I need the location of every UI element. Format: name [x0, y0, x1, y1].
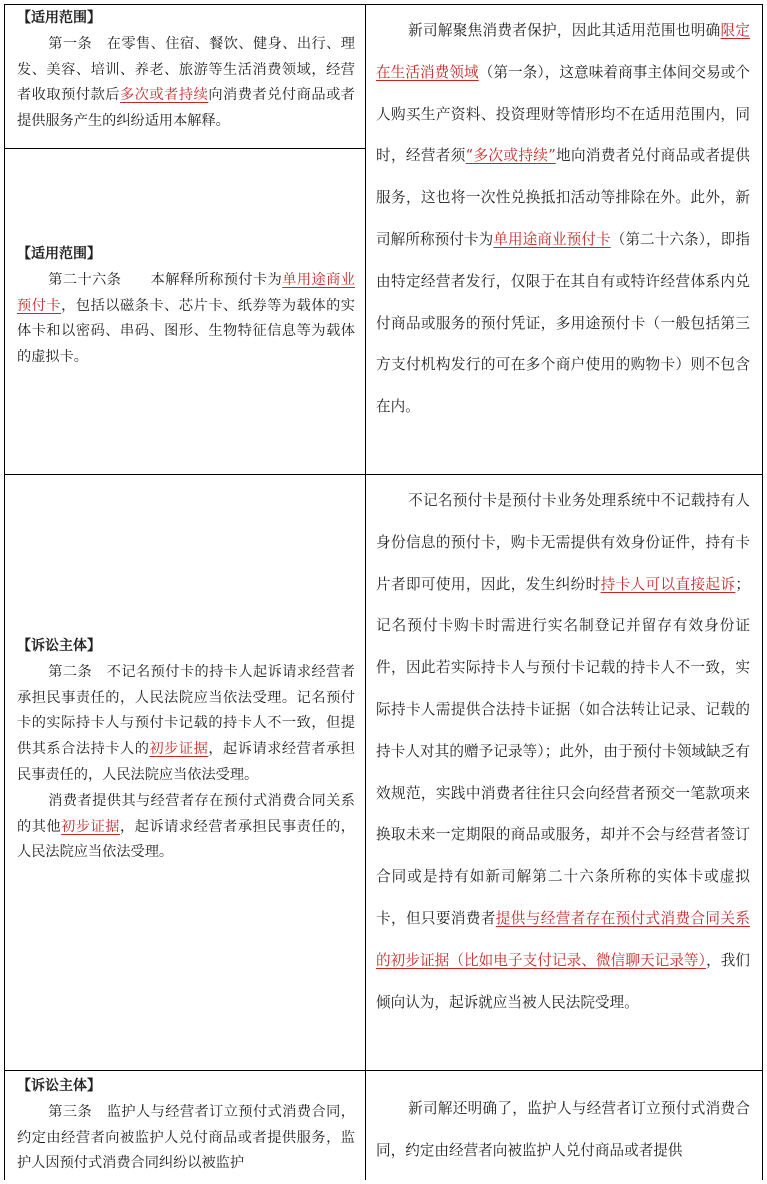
highlighted-phrase: 持卡人可以直接起诉 [600, 575, 736, 593]
article-paragraph [17, 789, 355, 866]
section-heading: 【适用范围】 [17, 246, 101, 262]
text-run: ，我们倾向认为，起诉就应当被人民法院受理。 [376, 951, 750, 1011]
section-heading: 【诉讼主体】 [17, 638, 101, 654]
text-run: ；记名预付卡购卡时需进行实名制登记并留存有效身份证件，因此若实际持卡人与预付卡记载的持卡人不一致，实际持卡人需提供合法持卡证据（如合法转让记录、记载的持卡人对其的赠予记录等）；此外，由于预付卡领域缺乏有效规范，实践中消费者往往只会向经营者预交一笔款项来换取未来一定期限的商品或服务，却并不会与经营者签订合同或是持有如新司解第二十六条所称的实体卡或虚拟卡，但只要消费者 [376, 575, 750, 927]
highlighted-phrase: 单用途商业预付卡 [17, 271, 355, 314]
row1-right-cell [366, 10, 762, 474]
text-run: 新司解聚焦消费者保护，因此其适用范围也明确 [408, 22, 721, 39]
table-border-right [762, 4, 763, 1180]
text-run: 第二条 不记名预付卡的持卡人起诉请求经营者承担民事责任的，人民法院应当依法受理。记名预付卡的实际持卡人与预付卡记载的持卡人不一致，但提供其系合法持卡人的 [17, 663, 355, 758]
row1-left-cell-a [5, 6, 365, 148]
text-run: 新司解还明确了，监护人与经营者订立预付式消费合同，约定由经营者向被监护人兑付商品或者提供 [376, 1100, 750, 1159]
text-run: ，包括以磁条卡、芯片卡、纸券等为载体的实体卡和以密码、串码、图形、生物特征信息等为载体的虚拟卡。 [17, 297, 355, 366]
article-paragraph [17, 32, 355, 135]
section-heading: 【适用范围】 [17, 10, 101, 26]
section-heading: 【诉讼主体】 [17, 1078, 101, 1094]
commentary-paragraph [376, 480, 750, 1023]
row2-left-cell [5, 634, 365, 1070]
highlighted-phrase: 初步证据 [61, 818, 121, 835]
row-divider-1 [4, 474, 763, 475]
article-paragraph [17, 1100, 355, 1177]
commentary-paragraph [376, 10, 750, 428]
document-page [4, 4, 763, 1184]
commentary-paragraph [376, 1088, 750, 1172]
row3-left-cell [5, 1074, 365, 1184]
table-border-top [4, 4, 763, 5]
highlighted-phrase: 多次或者持续 [120, 87, 209, 104]
left-cell-divider [4, 148, 365, 149]
row1-left-cell-b [5, 242, 365, 474]
highlighted-phrase: “多次或持续” [465, 147, 556, 165]
highlighted-phrase: 单用途商业预付卡 [493, 230, 611, 248]
text-run: 不记名预付卡是预付卡业务处理系统中不记载持有人身份信息的预付卡，购卡无需提供有效身份证件，持有卡片者即可使用，因此，发生纠纷时 [376, 492, 750, 593]
highlighted-phrase: 初步证据 [149, 741, 209, 758]
row2-right-cell [366, 480, 762, 1070]
highlighted-phrase: 限定在生活消费领域 [376, 22, 750, 81]
row3-right-cell [366, 1088, 762, 1184]
article-paragraph [17, 660, 355, 789]
text-run: 第一条 在零售、住宿、餐饮、健身、出行、理发、美容、培训、养老、旅游等生活消费领域，经营者收取预付款后 [17, 35, 355, 104]
text-run: 地向消费者兑付商品或者提供服务，这也将一次性兑换抵扣活动等排除在外。此外，新司解所称预付卡为 [376, 147, 750, 248]
highlighted-phrase: 提供与经营者存在预付式消费合同关系的初步证据（比如电子支付记录、微信聊天记录等） [376, 909, 750, 969]
text-run: ，起诉请求经营者承担民事责任的，人民法院应当依法受理。 [17, 741, 355, 783]
text-run: （第一条），这意味着商事主体间交易或个人购买生产资料、投资理财等情形均不在适用范围内，同时，经营者须 [376, 63, 750, 165]
text-run: 第二十六条 本解释所称预付卡为 [48, 271, 283, 288]
text-run: 向消费者兑付商品或者提供服务产生的纠纷适用本解释。 [17, 87, 355, 130]
text-run: 消费者提供其与经营者存在预付式消费合同关系的其他 [17, 792, 355, 835]
text-run: ，起诉请求经营者承担民事责任的，人民法院应当依法受理。 [17, 818, 355, 861]
article-paragraph [17, 268, 355, 371]
text-run: （第二十六条），即指由特定经营者发行，仅限于在其自有或特许经营体系内兑付商品或服务的预付凭证，多用途预付卡（一般包括第三方支付机构发行的可在多个商户使用的购物卡）则不包含在内。 [376, 230, 750, 416]
row-divider-2 [4, 1070, 763, 1071]
text-run: 第三条 监护人与经营者订立预付式消费合同，约定由经营者向被监护人兑付商品或者提供服务，监护人因预付式消费合同纠纷以被监护 [17, 1103, 355, 1172]
